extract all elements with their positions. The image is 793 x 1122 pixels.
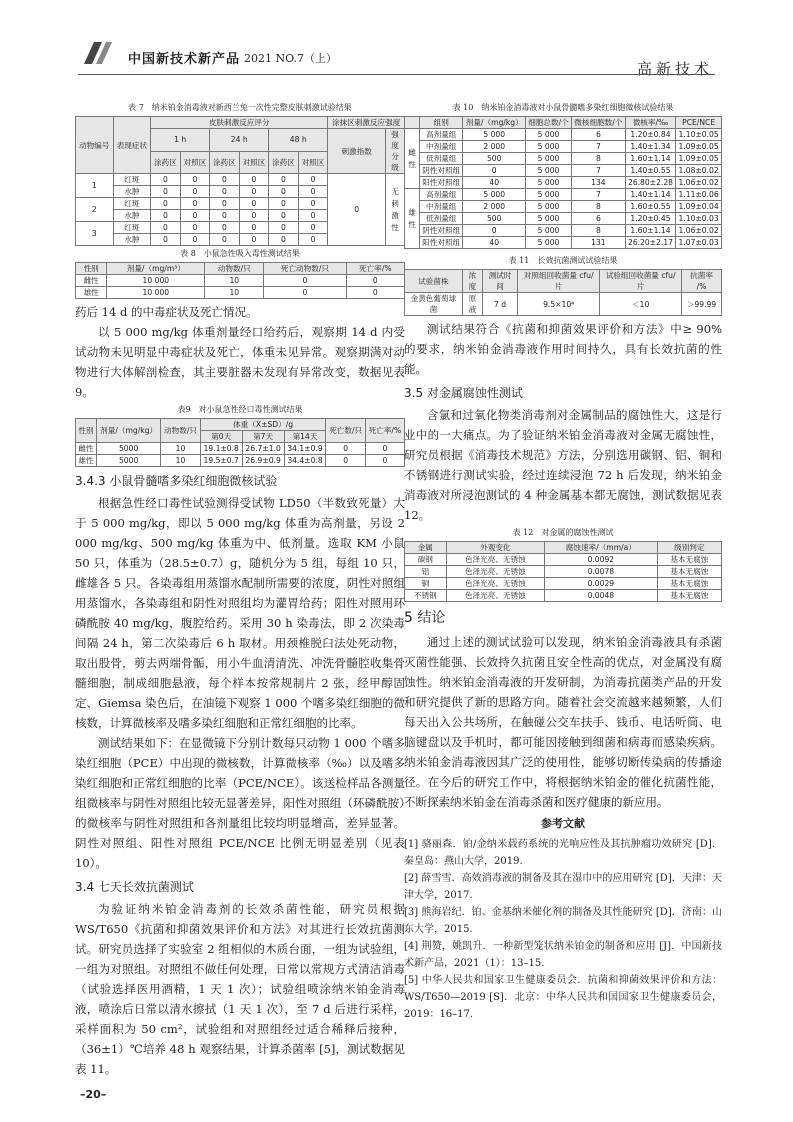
t10-cell: 6 bbox=[572, 129, 626, 141]
t8-cell: 10 000 bbox=[107, 275, 205, 287]
t7-h-ctrl-3: 对照区 bbox=[298, 151, 328, 174]
t11-cell: ＞99.99 bbox=[682, 293, 722, 316]
table-row bbox=[405, 177, 722, 189]
t7-score: 0 bbox=[151, 210, 181, 222]
t10-cell: 500 bbox=[463, 153, 526, 165]
t7-score: 0 bbox=[210, 210, 240, 222]
t9-cell: 0 bbox=[326, 455, 365, 467]
t10-cell: 131 bbox=[572, 237, 626, 249]
t10-cell: 5 000 bbox=[526, 213, 572, 225]
table8 bbox=[75, 262, 405, 299]
table-row bbox=[405, 566, 722, 578]
t10-cell: 5 000 bbox=[526, 201, 572, 213]
table-row bbox=[405, 189, 722, 201]
t12-header: 金属 bbox=[405, 542, 447, 554]
t7-score: 0 bbox=[239, 174, 269, 186]
t9-cell: 34.4±0.8 bbox=[284, 455, 326, 467]
t8-cell: 10 bbox=[205, 275, 264, 287]
t7-score: 0 bbox=[180, 210, 210, 222]
t10-cell: 低剂量组 bbox=[420, 213, 463, 225]
t10-cell: 1.09±0.05 bbox=[676, 153, 722, 165]
t7-grade: 无刺激性 bbox=[386, 174, 405, 246]
right-column bbox=[404, 100, 722, 1023]
t7-score: 0 bbox=[269, 222, 299, 234]
t10-cell: 8 bbox=[572, 225, 626, 237]
table-row bbox=[405, 293, 722, 316]
t8-cell: 0 bbox=[346, 287, 404, 299]
t9-cell: 雌性 bbox=[76, 443, 97, 455]
journal-logo-icon bbox=[78, 40, 118, 66]
t9-h-rate: 死亡率/% bbox=[365, 419, 404, 443]
t10-cell: 5 000 bbox=[463, 129, 526, 141]
t10-header bbox=[405, 117, 420, 129]
t7-score: 0 bbox=[180, 222, 210, 234]
t7-index: 0 bbox=[328, 174, 386, 246]
table-row bbox=[405, 213, 722, 225]
t10-cell: 阳性对照组 bbox=[420, 237, 463, 249]
t11-header: 试验组回收菌量 cfu/片 bbox=[600, 270, 682, 293]
t7-h-1h: 1 h bbox=[151, 129, 210, 152]
t10-cell: 5 000 bbox=[526, 225, 572, 237]
t7-score: 0 bbox=[269, 186, 299, 198]
t7-symptom: 水肿 bbox=[113, 234, 151, 246]
t9-cell: 34.1±0.9 bbox=[284, 443, 326, 455]
t9-h-sex: 性别 bbox=[76, 419, 97, 443]
t7-score: 0 bbox=[210, 234, 240, 246]
t12-cell: 色泽光亮、无锈蚀 bbox=[446, 566, 544, 578]
t10-cell: 5 000 bbox=[526, 165, 572, 177]
t10-cell: 134 bbox=[572, 177, 626, 189]
t7-score: 0 bbox=[180, 234, 210, 246]
t11-header: 对照组回收菌量 cfu/片 bbox=[518, 270, 600, 293]
left-para-3: 根据急性经口毒性试验测得受试物 LD50（半数致死量）大于 5 000 mg/kg，即以 5 000 mg/kg 体重为高剂量，另设 2 000 mg/kg、500 mg/kg 体重为中、低剂量。选取 KM 小鼠 50 只，体重为（28.5±0.7）g，随机分为 5 组，每组 10 只，雌雄各 5 只。各染毒组用蒸馏水配制所需要的浓度，阴性对照组用蒸馏水，各染毒组和阴性对照组均为灌胃给药；阳性对照用环磷酰胺 40 mg/kg，腹腔给药。采用 30 h 染毒法，即 2 次染毒间隔 24 h，第二次染毒后 6 h 取材。用颈椎脱臼法处死动物，取出股骨，剪去两端骨骺，用小牛血清清洗、冲洗骨髓腔收集骨髓细胞，制成细胞悬液，每个样本按常规制片 2 张，经甲醇固定、Giemsa 染色后，在油镜下观察 1 000 个嗜多染红细胞的微核数，计算微核率及嗜多染红细胞和正常红细胞的比率。 bbox=[75, 496, 405, 730]
t12-cell: 碳钢 bbox=[405, 554, 447, 566]
t10-cell: 高剂量组 bbox=[420, 189, 463, 201]
t10-cell: 1.40±1.14 bbox=[625, 189, 676, 201]
t7-score: 0 bbox=[151, 234, 181, 246]
t12-cell: 0.0092 bbox=[545, 554, 658, 566]
right-para-2: 含氯和过氧化物类消毒剂对金属制品的腐蚀性大，这是行业中的一大痛点。为了验证纳米铂金消毒液对金属无腐蚀性，研究员根据《消毒技术规范》方法，分别选用碳钢、铝、铜和不锈钢进行测试实验，经过连续浸泡 72 h 后发现，纳米铂金消毒液对所浸泡测试的 4 种金属基本都无腐蚀，测试数据见表 12。 bbox=[404, 408, 722, 522]
t7-h-48h: 48 h bbox=[269, 129, 328, 152]
t10-cell: 1.08±0.02 bbox=[676, 165, 722, 177]
t9-cell: 0 bbox=[365, 455, 404, 467]
t11-header: 试验菌株 bbox=[405, 270, 463, 293]
left-column bbox=[75, 100, 405, 1079]
t8-cell: 0 bbox=[264, 287, 346, 299]
t8-cell: 雄性 bbox=[76, 287, 107, 299]
references-title: 参考文献 bbox=[541, 817, 585, 830]
table12 bbox=[404, 541, 722, 602]
t12-header: 腐蚀速率/（mm/a） bbox=[545, 542, 658, 554]
t10-cell: 26.20±2.17 bbox=[625, 237, 676, 249]
t9-h-dead: 死亡数/只 bbox=[326, 419, 365, 443]
t7-h-drug-2: 涂药区 bbox=[210, 151, 240, 174]
left-para-2: 以 5 000 mg/kg 体重剂量经口给药后，观察期 14 d 内受试动物未见明显中毒症状及死亡，体重未见异常。观察期满对动物进行大体解剖检查，其主要脏器未发现有异常改变，数据见表 9。 bbox=[75, 325, 405, 399]
section-3-4: 3.4 七天长效抗菌测试 bbox=[75, 880, 194, 894]
t7-score: 0 bbox=[151, 222, 181, 234]
t7-h-score: 皮肤刺激反应评分 bbox=[151, 117, 328, 129]
left-para-1: 药后 14 d 的中毒症状及死亡情况。 bbox=[75, 305, 258, 319]
t9-h-d14: 第14天 bbox=[284, 431, 326, 443]
t9-cell: 26.9±0.9 bbox=[242, 455, 284, 467]
t7-score: 0 bbox=[239, 198, 269, 210]
t11-cell: 7 d bbox=[482, 293, 517, 316]
t11-header: 浓度 bbox=[462, 270, 482, 293]
t7-score: 0 bbox=[210, 198, 240, 210]
t12-cell: 0.0029 bbox=[545, 578, 658, 590]
t9-cell: 5000 bbox=[96, 443, 160, 455]
table-row bbox=[405, 237, 722, 249]
t8-header: 剂量/（mg/m³） bbox=[107, 263, 205, 275]
table11-caption: 表 11 长效抗菌测试试验结果 bbox=[508, 256, 618, 265]
t12-cell: 基本无腐蚀 bbox=[657, 578, 721, 590]
t7-animal-id: 3 bbox=[76, 222, 114, 246]
reference-item: [2] 薛雪雪．高效消毒液的制备及其在湿巾中的应用研究 [D]．天津：天津大学，2017. bbox=[404, 873, 722, 901]
table-row bbox=[76, 174, 405, 186]
t10-cell: 1.09±0.05 bbox=[676, 141, 722, 153]
table-row bbox=[405, 578, 722, 590]
t10-cell: 1.60±1.14 bbox=[625, 153, 676, 165]
t7-score: 0 bbox=[180, 174, 210, 186]
t9-cell: 0 bbox=[365, 443, 404, 455]
t10-cell: 5 000 bbox=[526, 189, 572, 201]
t10-cell: 阴性对照组 bbox=[420, 165, 463, 177]
t10-cell: 1.09±0.04 bbox=[676, 201, 722, 213]
journal-section: 高新技术 bbox=[636, 60, 713, 78]
table8-caption: 表 8 小鼠急性吸入毒性测试结果 bbox=[180, 249, 300, 258]
table-row bbox=[405, 153, 722, 165]
reference-item: [1] 骆丽森．铂/金纳米载药系统的光响应性及其抗肿瘤功效研究 [D]．秦皇岛：燕山大学，2019. bbox=[404, 839, 722, 867]
t7-h-ctrl-1: 对照区 bbox=[180, 151, 210, 174]
t10-cell: 阴性对照组 bbox=[420, 225, 463, 237]
references-list bbox=[404, 836, 722, 1023]
t7-score: 0 bbox=[298, 186, 328, 198]
t10-cell: 5 000 bbox=[526, 153, 572, 165]
table-row bbox=[405, 129, 722, 141]
t7-score: 0 bbox=[210, 174, 240, 186]
t12-cell: 0.0078 bbox=[545, 566, 658, 578]
t8-cell: 0 bbox=[346, 275, 404, 287]
t10-cell: 5 000 bbox=[526, 177, 572, 189]
t8-header: 死亡率/% bbox=[346, 263, 404, 275]
section-3-4-3: 3.4.3 小鼠骨髓嗜多染红细胞微核试验 bbox=[75, 474, 278, 488]
t10-cell: 1.07±0.03 bbox=[676, 237, 722, 249]
t10-cell: 40 bbox=[463, 237, 526, 249]
t9-cell: 雄性 bbox=[76, 455, 97, 467]
page-header bbox=[0, 0, 793, 90]
t10-cell: 1.11±0.06 bbox=[676, 189, 722, 201]
table11 bbox=[404, 269, 722, 316]
table-row bbox=[405, 554, 722, 566]
t10-cell: 低剂量组 bbox=[420, 153, 463, 165]
t7-score: 0 bbox=[269, 210, 299, 222]
table10 bbox=[404, 116, 722, 249]
t7-score: 0 bbox=[239, 222, 269, 234]
t9-cell: 10 bbox=[161, 455, 200, 467]
t10-header: 细胞总数/个 bbox=[526, 117, 572, 129]
t11-cell: 金黄色葡萄球菌 bbox=[405, 293, 463, 316]
t12-cell: 色泽光亮、无锈蚀 bbox=[446, 554, 544, 566]
t10-cell: 6 bbox=[572, 213, 626, 225]
t9-cell: 19.5±0.7 bbox=[200, 455, 242, 467]
t7-h-drug-3: 涂药区 bbox=[269, 151, 299, 174]
t8-cell: 雌性 bbox=[76, 275, 107, 287]
t7-h-24h: 24 h bbox=[210, 129, 269, 152]
t7-score: 0 bbox=[298, 198, 328, 210]
left-para-5: 为验证纳米铂金消毒剂的长效杀菌性能，研究员根据 WS/T650《抗菌和抑菌效果评价和方法》对其进行长效抗菌测试。研究员选择了实验室 2 组相似的木质台面，一组为试验组，一组为对照组。对照组不做任何处理，日常以常规方式清洁消毒（试验选择医用酒精，1 天 1 次）；试验组喷涂纳米铂金消毒液，喷涂后日常以清水擦拭（1 天 1 次），至 7 d 后进行采样，采样面积为 50 cm²，试验组和对照组经过适合稀释后接种，（36±1）℃培养 48 h 观察结果，计算杀菌率 [5]，测试数据见表 11。 bbox=[75, 902, 405, 1076]
t11-header: 测试时间 bbox=[482, 270, 517, 293]
t12-cell: 不锈钢 bbox=[405, 590, 447, 602]
t10-cell: 2 000 bbox=[463, 141, 526, 153]
t10-cell: 7 bbox=[572, 189, 626, 201]
t12-cell: 色泽光亮、无锈蚀 bbox=[446, 578, 544, 590]
t10-cell: 1.10±0.03 bbox=[676, 213, 722, 225]
table12-caption: 表 12 对金属的腐蚀性测试 bbox=[512, 528, 614, 537]
t9-h-d7: 第7天 bbox=[242, 431, 284, 443]
t7-symptom: 水肿 bbox=[113, 210, 151, 222]
t7-score: 0 bbox=[210, 186, 240, 198]
t11-cell: 原液 bbox=[462, 293, 482, 316]
t10-header: 微核细胞数/个 bbox=[572, 117, 626, 129]
journal-issue: 2021 NO.7（上） bbox=[244, 52, 337, 65]
t7-score: 0 bbox=[298, 210, 328, 222]
t10-cell: 中剂量组 bbox=[420, 141, 463, 153]
t7-h-area: 涂抹区刺激反应强度 bbox=[328, 117, 405, 129]
t7-symptom: 水肿 bbox=[113, 186, 151, 198]
t10-cell: 1.20±0.84 bbox=[625, 129, 676, 141]
t9-h-d0: 第0天 bbox=[200, 431, 242, 443]
t7-h-ctrl-2: 对照区 bbox=[239, 151, 269, 174]
t10-cell: 26.80±2.28 bbox=[625, 177, 676, 189]
table9 bbox=[75, 418, 405, 467]
t10-cell: 1.40±1.34 bbox=[625, 141, 676, 153]
t10-cell: 1.06±0.02 bbox=[676, 225, 722, 237]
t7-score: 0 bbox=[239, 234, 269, 246]
t10-cell: 500 bbox=[463, 213, 526, 225]
t10-cell: 7 bbox=[572, 165, 626, 177]
right-para-3: 通过上述的测试试验可以发现，纳米铂金消毒液具有杀菌灭菌性能强、长效持久抗菌且安全性高的优点，对金属没有腐蚀性。纳米铂金消毒液的开发研制，为消毒抗菌类产品的开发和研究提供了新的思路方向。随着社会交流越来越频繁，人们每天出入公共场所，在触碰公交车扶手、钱币、电话听筒、电脑键盘以及手机时，都可能因接触到细菌和病毒而感染疾病。纳米铂金消毒液因其广泛的使用性，能够切断传染病的传播途径。在今后的研究工作中，将根据纳米铂金的催化抗菌性能，不断探索纳米铂金在消毒杀菌和医疗健康的新应用。 bbox=[404, 635, 722, 809]
t7-score: 0 bbox=[151, 186, 181, 198]
t9-h-count: 动物数/只 bbox=[161, 419, 200, 443]
t7-h-grade: 强度分级 bbox=[386, 129, 405, 174]
right-para-1: 测试结果符合《抗菌和抑菌效果评价和方法》中≥ 90% 的要求，纳米铂金消毒液作用时间持久，具有长效抗菌的性能。 bbox=[404, 322, 722, 376]
t8-header: 死亡动物数/只 bbox=[264, 263, 346, 275]
table-row bbox=[405, 165, 722, 177]
t12-cell: 基本无腐蚀 bbox=[657, 566, 721, 578]
t7-animal-id: 1 bbox=[76, 174, 114, 198]
t7-symptom: 红斑 bbox=[113, 198, 151, 210]
t10-cell: 0 bbox=[463, 165, 526, 177]
t10-cell: 中剂量组 bbox=[420, 201, 463, 213]
reference-item: [4] 荆赞，姚凯升．一种新型笼状纳米铂金的制备和应用 [J]．中国新技术新产品，2021（1）：13–15. bbox=[404, 941, 722, 969]
t7-animal-id: 2 bbox=[76, 198, 114, 222]
table10-caption: 表 10 纳米铂金消毒液对小鼠骨髓嗜多染红细胞微核试验结果 bbox=[452, 103, 674, 112]
table-row bbox=[405, 201, 722, 213]
t7-score: 0 bbox=[269, 174, 299, 186]
t10-cell: 1.20±0.45 bbox=[625, 213, 676, 225]
t10-header: 剂量/（mg/kg） bbox=[463, 117, 526, 129]
t10-cell: 高剂量组 bbox=[420, 129, 463, 141]
t11-header: 抗菌率 /% bbox=[682, 270, 722, 293]
t12-cell: 0.0048 bbox=[545, 590, 658, 602]
t7-score: 0 bbox=[298, 174, 328, 186]
table-row bbox=[405, 141, 722, 153]
table-row bbox=[76, 287, 405, 299]
t7-score: 0 bbox=[269, 234, 299, 246]
left-para-4: 测试结果如下：在显微镜下分别计数每只动物 1 000 个嗜多染红细胞（PCE）中出现的微核数，计算微核率（‰）以及嗜多染红细胞和正常红细胞的比率（PCE/NCE）。该送检样品各测量组微核率与阴性对照组比较无显著差异，阳性对照组（环磷酰胺）的微核率与阴性对照组和各剂量组比较均明显增高，差异显著。阴性对照组、阳性对照组 PCE/NCE 比例无明显差别（见表 10）。 bbox=[75, 736, 405, 870]
t10-cell: 1.06±0.02 bbox=[676, 177, 722, 189]
t7-symptom: 红斑 bbox=[113, 174, 151, 186]
t8-cell: 10 bbox=[205, 287, 264, 299]
t7-score: 0 bbox=[269, 198, 299, 210]
table9-caption: 表9 对小鼠急性经口毒性测试结果 bbox=[177, 405, 303, 414]
t11-cell: ＜10 bbox=[600, 293, 682, 316]
t7-score: 0 bbox=[298, 234, 328, 246]
t12-cell: 铜 bbox=[405, 578, 447, 590]
t10-cell: 8 bbox=[572, 201, 626, 213]
t7-score: 0 bbox=[239, 186, 269, 198]
t10-cell: 5 000 bbox=[526, 237, 572, 249]
t10-cell: 1.60±1.14 bbox=[625, 225, 676, 237]
t12-header: 外观变化 bbox=[446, 542, 544, 554]
t8-cell: 0 bbox=[264, 275, 346, 287]
section-3-5: 3.5 对金属腐蚀性测试 bbox=[404, 386, 523, 400]
table-row bbox=[76, 443, 405, 455]
t10-cell: 40 bbox=[463, 177, 526, 189]
t9-cell: 19.1±0.8 bbox=[200, 443, 242, 455]
t12-cell: 色泽光亮、无锈蚀 bbox=[446, 590, 544, 602]
t10-cell: 5 000 bbox=[526, 129, 572, 141]
t10-cell: 1.60±0.55 bbox=[625, 201, 676, 213]
table-row bbox=[405, 225, 722, 237]
t10-cell: 2 000 bbox=[463, 201, 526, 213]
t12-header: 级别判定 bbox=[657, 542, 721, 554]
t7-score: 0 bbox=[180, 186, 210, 198]
t12-cell: 基本无腐蚀 bbox=[657, 590, 721, 602]
t8-header: 动物数/只 bbox=[205, 263, 264, 275]
t10-sex: 雌性 bbox=[405, 129, 420, 189]
reference-item: [5] 中华人民共和国家卫生健康委员会．抗菌和抑菌效果评价和方法：WS/T650—2019 [S]．北京：中华人民共和国国家卫生健康委员会，2019：16–17. bbox=[404, 975, 722, 1020]
t11-cell: 9.5×10⁴ bbox=[518, 293, 600, 316]
t12-cell: 基本无腐蚀 bbox=[657, 554, 721, 566]
t7-score: 0 bbox=[210, 222, 240, 234]
t10-cell: 8 bbox=[572, 153, 626, 165]
t10-cell: 5 000 bbox=[526, 141, 572, 153]
journal-name: 中国新技术新产品 bbox=[128, 52, 241, 67]
t10-cell: 1.10±0.05 bbox=[676, 129, 722, 141]
t7-h-drug-1: 涂药区 bbox=[151, 151, 181, 174]
t7-h-mean: 刺激指数 bbox=[328, 129, 386, 174]
table7 bbox=[75, 116, 405, 246]
t7-h-animal: 动物编号 bbox=[76, 117, 114, 174]
t7-score: 0 bbox=[151, 198, 181, 210]
t8-header: 性别 bbox=[76, 263, 107, 275]
header-rule bbox=[78, 74, 715, 75]
t7-score: 0 bbox=[151, 174, 181, 186]
t9-cell: 0 bbox=[326, 443, 365, 455]
t10-cell: 5 000 bbox=[463, 189, 526, 201]
t10-cell: 0 bbox=[463, 225, 526, 237]
table7-caption: 表 7 纳米铂金消毒液对新西兰兔一次性完整皮肤刺激试验结果 bbox=[128, 103, 352, 112]
t10-cell: 7 bbox=[572, 141, 626, 153]
t9-cell: 26.7±1.0 bbox=[242, 443, 284, 455]
table-row bbox=[76, 455, 405, 467]
t10-sex: 雄性 bbox=[405, 189, 420, 249]
table-row bbox=[76, 275, 405, 287]
t7-score: 0 bbox=[239, 210, 269, 222]
t10-cell: 阳性对照组 bbox=[420, 177, 463, 189]
t7-score: 0 bbox=[298, 222, 328, 234]
section-5: 5 结论 bbox=[404, 610, 446, 626]
reference-item: [3] 熊海岩纪．铂、金基纳米催化剂的制备及其性能研究 [D]．济南：山东大学，2015. bbox=[404, 907, 722, 935]
t7-score: 0 bbox=[180, 198, 210, 210]
t9-h-weight: 体重（X±SD）/g bbox=[200, 419, 326, 431]
t12-cell: 铝 bbox=[405, 566, 447, 578]
t7-symptom: 红斑 bbox=[113, 222, 151, 234]
t10-header: 微核率/‰ bbox=[625, 117, 676, 129]
t7-h-sym: 表现症状 bbox=[113, 117, 151, 174]
t9-h-dose: 剂量/（mg/kg） bbox=[96, 419, 160, 443]
page-number: –20– bbox=[80, 1088, 107, 1101]
t9-cell: 10 bbox=[161, 443, 200, 455]
t10-cell: 1.40±0.55 bbox=[625, 165, 676, 177]
t8-cell: 10 000 bbox=[107, 287, 205, 299]
t9-cell: 5000 bbox=[96, 455, 160, 467]
t10-header: 组别 bbox=[420, 117, 463, 129]
t10-header: PCE/NCE bbox=[676, 117, 722, 129]
table-row bbox=[405, 590, 722, 602]
